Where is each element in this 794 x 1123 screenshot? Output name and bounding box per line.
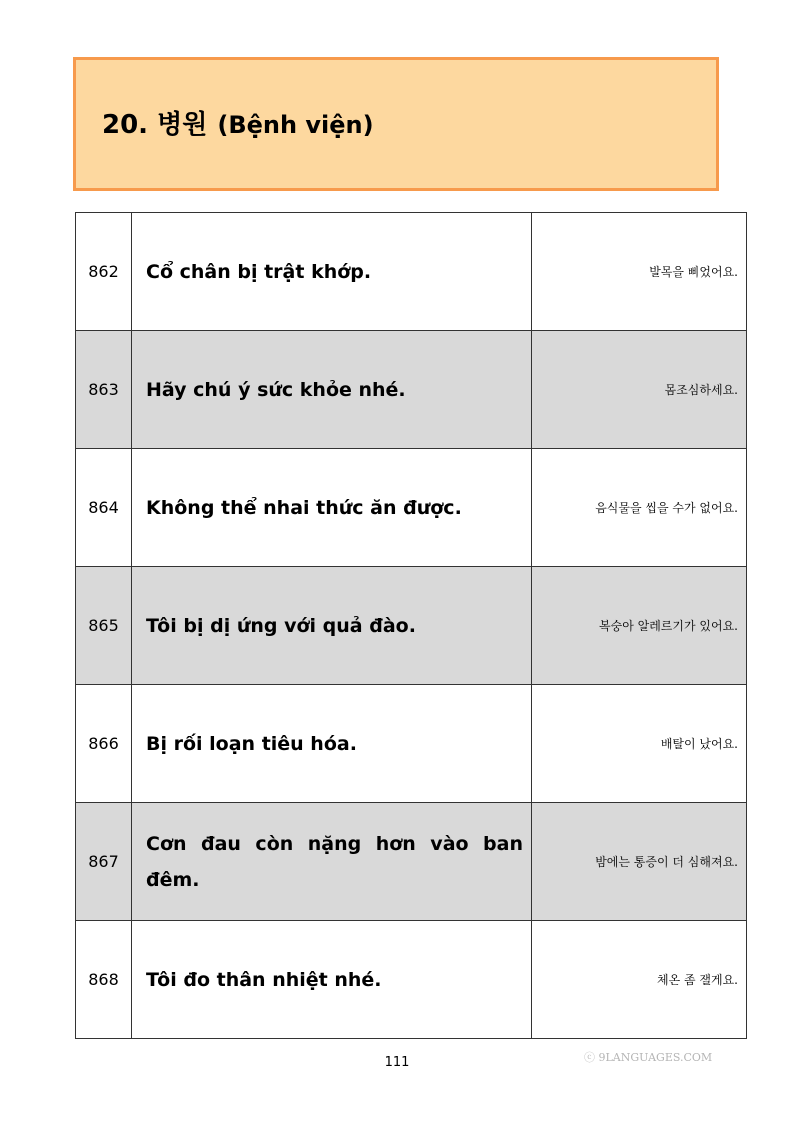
copyright-notice: ⓒ 9LANGUAGES.COM — [584, 1051, 713, 1064]
korean-phrase: 복숭아 알레르기가 있어요. — [532, 567, 747, 685]
table-row — [76, 921, 747, 1039]
vietnamese-phrase: Cơn đau còn nặng hơn vào ban đêm. — [132, 803, 532, 921]
vietnamese-phrase: Không thể nhai thức ăn được. — [132, 449, 532, 567]
vietnamese-phrase: Tôi đo thân nhiệt nhé. — [132, 921, 532, 1039]
korean-phrase: 음식물을 씹을 수가 없어요. — [532, 449, 747, 567]
table-row — [76, 685, 747, 803]
phrase-number: 864 — [76, 449, 132, 567]
table-row — [76, 331, 747, 449]
title-vietnamese: (Bệnh viện) — [217, 111, 374, 139]
phrase-number: 867 — [76, 803, 132, 921]
korean-phrase: 몸조심하세요. — [532, 331, 747, 449]
phrase-number: 863 — [76, 331, 132, 449]
phrase-number: 868 — [76, 921, 132, 1039]
page-title — [102, 104, 374, 141]
phrase-table — [75, 212, 747, 1039]
table-row — [76, 803, 747, 921]
vietnamese-phrase: Bị rối loạn tiêu hóa. — [132, 685, 532, 803]
phrase-number: 866 — [76, 685, 132, 803]
page-number: 111 — [384, 1055, 410, 1070]
table-row — [76, 213, 747, 331]
title-korean: 20. 병원 — [102, 110, 208, 140]
phrase-number: 865 — [76, 567, 132, 685]
korean-phrase: 배탈이 났어요. — [532, 685, 747, 803]
table-row — [76, 449, 747, 567]
phrase-number: 862 — [76, 213, 132, 331]
vietnamese-phrase: Cổ chân bị trật khớp. — [132, 213, 532, 331]
table-row — [76, 567, 747, 685]
vietnamese-phrase: Hãy chú ý sức khỏe nhé. — [132, 331, 532, 449]
section-header — [73, 57, 719, 191]
korean-phrase: 체온 좀 잴게요. — [532, 921, 747, 1039]
vietnamese-phrase: Tôi bị dị ứng với quả đào. — [132, 567, 532, 685]
korean-phrase: 밤에는 통증이 더 심해져요. — [532, 803, 747, 921]
korean-phrase: 발목을 삐었어요. — [532, 213, 747, 331]
